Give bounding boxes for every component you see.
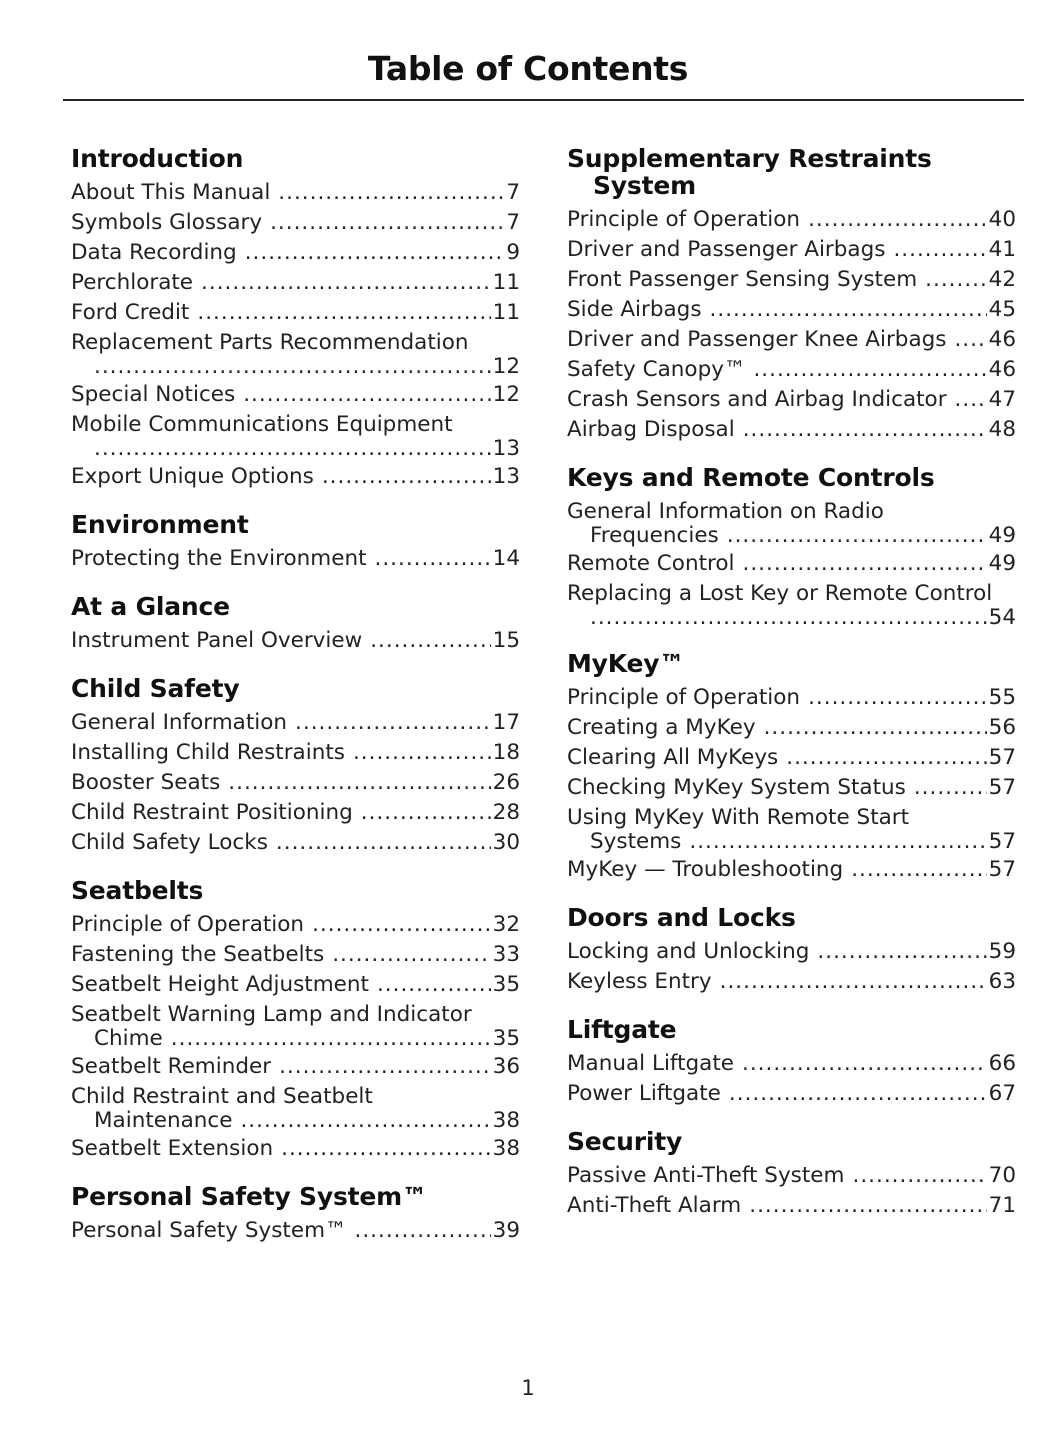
dot-leader <box>332 940 490 970</box>
toc-entry[interactable] <box>71 178 520 208</box>
entry-title: Symbols Glossary <box>71 210 263 235</box>
dot-leader <box>753 355 986 385</box>
entry-title: Special Notices <box>71 382 236 407</box>
toc-entry[interactable] <box>567 937 1016 967</box>
section-heading-text: Child Safety <box>71 674 240 703</box>
dot-leader <box>727 523 987 549</box>
entry-page-number: 11 <box>492 300 520 325</box>
dot-leader <box>370 626 490 656</box>
dot-leader <box>729 1079 987 1109</box>
toc-entry[interactable] <box>567 713 1016 743</box>
dot-leader <box>279 1052 491 1082</box>
dot-leader <box>742 1049 987 1079</box>
dot-leader <box>281 1134 491 1164</box>
toc-section-security <box>567 1128 1016 1221</box>
entry-page-number: 30 <box>492 830 520 855</box>
toc-entry[interactable] <box>71 828 520 858</box>
toc-section-liftgate <box>567 1016 1016 1109</box>
entry-page-number: 40 <box>988 207 1016 232</box>
dot-leader <box>278 178 504 208</box>
entry-page-number: 49 <box>988 551 1016 576</box>
section-heading-text: Keys and Remote Controls <box>567 463 935 492</box>
toc-section-child-safety <box>71 675 520 858</box>
entry-page-number: 32 <box>492 912 520 937</box>
entry-title: Keyless Entry <box>567 969 712 994</box>
toc-entry[interactable] <box>71 268 520 298</box>
entry-title: Principle of Operation <box>71 912 305 937</box>
toc-entry[interactable] <box>71 626 520 656</box>
entry-title: Locking and Unlocking <box>567 939 810 964</box>
toc-entry[interactable] <box>567 497 1016 549</box>
toc-section-keys-and-remote-controls <box>567 464 1016 631</box>
entry-page-number: 54 <box>988 605 1016 630</box>
section-heading-continuation: System <box>593 171 696 200</box>
dot-leader <box>355 1216 491 1246</box>
dot-leader <box>94 354 491 380</box>
section-heading-text: Security <box>567 1127 683 1156</box>
entry-title: About This Manual <box>71 180 271 205</box>
section-heading[interactable] <box>71 145 520 172</box>
dot-leader <box>171 1026 491 1052</box>
dot-leader <box>590 605 987 631</box>
dot-leader <box>312 910 491 940</box>
entry-page-number: 26 <box>492 770 520 795</box>
dot-leader <box>361 798 491 828</box>
entry-title: Booster Seats <box>71 770 221 795</box>
toc-entry[interactable] <box>71 410 520 462</box>
dot-leader <box>914 773 987 803</box>
toc-entry[interactable] <box>71 544 520 574</box>
entry-page-number: 56 <box>988 715 1016 740</box>
toc-entry[interactable] <box>567 355 1016 385</box>
entry-page-number: 38 <box>492 1108 520 1133</box>
dot-leader <box>749 1191 986 1221</box>
entry-page-number: 48 <box>988 417 1016 442</box>
entry-title: Principle of Operation <box>567 685 801 710</box>
toc-entry[interactable] <box>71 238 520 268</box>
entry-page-number: 35 <box>492 972 520 997</box>
toc-entry[interactable] <box>71 940 520 970</box>
page-number: 1 <box>521 1376 535 1400</box>
toc-left-column <box>71 145 520 1265</box>
dot-leader <box>322 462 491 492</box>
dot-leader <box>353 738 491 768</box>
section-heading-text: Introduction <box>71 144 244 173</box>
entry-title: Driver and Passenger Airbags <box>567 237 886 262</box>
dot-leader <box>295 708 491 738</box>
toc-entry[interactable] <box>567 235 1016 265</box>
entry-title: Manual Liftgate <box>567 1051 735 1076</box>
entry-page-number: 42 <box>988 267 1016 292</box>
section-heading[interactable] <box>567 145 1016 199</box>
entry-page-number: 66 <box>988 1051 1016 1076</box>
entry-title: Passive Anti-Theft System <box>567 1163 845 1188</box>
dot-leader <box>228 768 490 798</box>
entry-title: Anti-Theft Alarm <box>567 1193 742 1218</box>
entry-page-number: 13 <box>492 436 520 461</box>
entry-page-number: 46 <box>988 327 1016 352</box>
toc-entry[interactable] <box>71 208 520 238</box>
section-heading[interactable] <box>71 877 520 904</box>
entry-title: Front Passenger Sensing System <box>567 267 918 292</box>
dot-leader <box>270 208 504 238</box>
toc-section-doors-and-locks <box>567 904 1016 997</box>
entry-title: Child Restraint and Seatbelt <box>71 1084 373 1109</box>
toc-entry[interactable] <box>71 708 520 738</box>
entry-title: Remote Control <box>567 551 735 576</box>
entry-title: Safety Canopy™ <box>567 357 746 382</box>
entry-title: Mobile Communications Equipment <box>71 412 453 437</box>
toc-entry[interactable] <box>567 1049 1016 1079</box>
entry-page-number: 18 <box>492 740 520 765</box>
toc-section-at-a-glance <box>71 593 520 656</box>
toc-entry[interactable] <box>567 855 1016 885</box>
entry-title: Ford Credit <box>71 300 190 325</box>
section-heading[interactable] <box>71 593 520 620</box>
entry-page-number: 57 <box>988 857 1016 882</box>
entry-title: Seatbelt Height Adjustment <box>71 972 369 997</box>
toc-section-supplementary-restraints <box>567 145 1016 445</box>
entry-page-number: 36 <box>492 1054 520 1079</box>
entry-title: Replacement Parts Recommendation <box>71 330 469 355</box>
entry-page-number: 70 <box>988 1163 1016 1188</box>
entry-page-number: 9 <box>506 240 520 265</box>
entry-page-number: 59 <box>988 939 1016 964</box>
toc-entry[interactable] <box>567 1079 1016 1109</box>
dot-leader <box>245 238 505 268</box>
section-heading-text: Seatbelts <box>71 876 204 905</box>
entry-page-number: 14 <box>492 546 520 571</box>
toc-entry[interactable] <box>567 967 1016 997</box>
entry-title: Data Recording <box>71 240 237 265</box>
entry-title: Side Airbags <box>567 297 702 322</box>
toc-entry[interactable] <box>71 1000 520 1052</box>
toc-entry[interactable] <box>71 738 520 768</box>
entry-title: Crash Sensors and Airbag Indicator <box>567 387 947 412</box>
dot-leader <box>94 436 491 462</box>
entry-title: Seatbelt Extension <box>71 1136 274 1161</box>
toc-section-environment <box>71 511 520 574</box>
toc-entry[interactable] <box>567 265 1016 295</box>
entry-page-number: 57 <box>988 775 1016 800</box>
toc-entry[interactable] <box>71 328 520 380</box>
dot-leader <box>689 829 986 855</box>
section-heading[interactable] <box>71 675 520 702</box>
toc-entry[interactable] <box>71 970 520 1000</box>
entry-title: Seatbelt Reminder <box>71 1054 272 1079</box>
dot-leader <box>240 1108 490 1134</box>
toc-entry[interactable] <box>567 1191 1016 1221</box>
entry-title-continuation: Chime <box>94 1026 163 1051</box>
toc-entry[interactable] <box>567 549 1016 579</box>
toc-entry[interactable] <box>567 415 1016 445</box>
dot-leader <box>276 828 491 858</box>
toc-entry[interactable] <box>567 803 1016 855</box>
entry-page-number: 35 <box>492 1026 520 1051</box>
section-heading-text: Supplementary Restraints <box>567 144 932 173</box>
section-heading[interactable] <box>567 904 1016 931</box>
entry-page-number: 11 <box>492 270 520 295</box>
dot-leader <box>243 380 490 410</box>
dot-leader <box>955 385 987 415</box>
entry-title: Child Safety Locks <box>71 830 268 855</box>
entry-page-number: 12 <box>492 382 520 407</box>
entry-page-number: 41 <box>988 237 1016 262</box>
entry-title: Clearing All MyKeys <box>567 745 779 770</box>
entry-page-number: 67 <box>988 1081 1016 1106</box>
entry-title: Using MyKey With Remote Start <box>567 805 910 830</box>
entry-title: Creating a MyKey <box>567 715 756 740</box>
dot-leader <box>786 743 986 773</box>
toc-entry[interactable] <box>71 1082 520 1134</box>
entry-page-number: 15 <box>492 628 520 653</box>
dot-leader <box>817 937 986 967</box>
section-heading[interactable] <box>71 1183 520 1210</box>
entry-page-number: 57 <box>988 829 1016 854</box>
section-heading-text: Environment <box>71 510 249 539</box>
toc-section-seatbelts <box>71 877 520 1164</box>
toc-entry[interactable] <box>567 205 1016 235</box>
section-heading[interactable] <box>71 511 520 538</box>
dot-leader <box>743 549 987 579</box>
toc-entry[interactable] <box>71 462 520 492</box>
entry-page-number: 17 <box>492 710 520 735</box>
toc-section-introduction <box>71 145 520 492</box>
entry-title-continuation: Maintenance <box>94 1108 233 1133</box>
entry-title-continuation: Frequencies <box>590 523 719 548</box>
entry-title: Personal Safety System™ <box>71 1218 347 1243</box>
dot-leader <box>852 1161 986 1191</box>
section-heading[interactable] <box>567 650 1016 677</box>
entry-title: Power Liftgate <box>567 1081 721 1106</box>
entry-page-number: 28 <box>492 800 520 825</box>
entry-page-number: 55 <box>988 685 1016 710</box>
entry-page-number: 12 <box>492 354 520 379</box>
dot-leader <box>851 855 986 885</box>
dot-leader <box>808 683 987 713</box>
entry-title: General Information on Radio <box>567 499 884 524</box>
dot-leader <box>764 713 987 743</box>
entry-page-number: 7 <box>506 180 520 205</box>
toc-entry[interactable] <box>567 773 1016 803</box>
entry-title: Perchlorate <box>71 270 194 295</box>
entry-title: Installing Child Restraints <box>71 740 345 765</box>
toc-right-column <box>567 145 1016 1240</box>
entry-page-number: 38 <box>492 1136 520 1161</box>
section-heading-text: Doors and Locks <box>567 903 796 932</box>
section-heading-text: At a Glance <box>71 592 230 621</box>
toc-section-mykey <box>567 650 1016 885</box>
entry-title: Replacing a Lost Key or Remote Control <box>567 581 993 606</box>
entry-page-number: 13 <box>492 464 520 489</box>
dot-leader <box>720 967 987 997</box>
section-heading-text: Personal Safety System™ <box>71 1182 427 1211</box>
dot-leader <box>201 268 491 298</box>
toc-entry[interactable] <box>71 1052 520 1082</box>
section-heading[interactable] <box>567 464 1016 491</box>
entry-page-number: 49 <box>988 523 1016 548</box>
section-heading[interactable] <box>567 1016 1016 1043</box>
toc-entry[interactable] <box>71 798 520 828</box>
entry-title: Export Unique Options <box>71 464 314 489</box>
toc-entry[interactable] <box>567 579 1016 631</box>
entry-page-number: 7 <box>506 210 520 235</box>
section-heading-text: MyKey™ <box>567 649 685 678</box>
entry-title: Airbag Disposal <box>567 417 735 442</box>
entry-title: General Information <box>71 710 288 735</box>
toc-entry[interactable] <box>71 768 520 798</box>
toc-entry[interactable] <box>567 683 1016 713</box>
entry-title: Seatbelt Warning Lamp and Indicator <box>71 1002 472 1027</box>
toc-entry[interactable] <box>567 325 1016 355</box>
entry-title: Checking MyKey System Status <box>567 775 906 800</box>
entry-title: Fastening the Seatbelts <box>71 942 325 967</box>
toc-entry[interactable] <box>567 385 1016 415</box>
entry-title: Principle of Operation <box>567 207 801 232</box>
entry-title: Protecting the Environment <box>71 546 367 571</box>
title-divider <box>63 99 1024 101</box>
entry-page-number: 47 <box>988 387 1016 412</box>
dot-leader <box>197 298 490 328</box>
entry-page-number: 39 <box>492 1218 520 1243</box>
toc-entry[interactable] <box>567 295 1016 325</box>
entry-page-number: 63 <box>988 969 1016 994</box>
toc-entry[interactable] <box>71 1216 520 1246</box>
section-heading-text: Liftgate <box>567 1015 677 1044</box>
dot-leader <box>808 205 987 235</box>
entry-title: Child Restraint Positioning <box>71 800 353 825</box>
entry-page-number: 45 <box>988 297 1016 322</box>
dot-leader <box>893 235 986 265</box>
dot-leader <box>375 544 491 574</box>
dot-leader <box>954 325 986 355</box>
entry-title: Instrument Panel Overview <box>71 628 363 653</box>
toc-entry[interactable] <box>567 1161 1016 1191</box>
dot-leader <box>743 415 987 445</box>
toc-entry[interactable] <box>71 910 520 940</box>
entry-title-continuation: Systems <box>590 829 682 854</box>
toc-section-personal-safety-system <box>71 1183 520 1246</box>
section-heading[interactable] <box>567 1128 1016 1155</box>
dot-leader <box>710 295 987 325</box>
toc-entry[interactable] <box>567 743 1016 773</box>
entry-title: Driver and Passenger Knee Airbags <box>567 327 947 352</box>
dot-leader <box>925 265 986 295</box>
entry-page-number: 71 <box>988 1193 1016 1218</box>
dot-leader <box>377 970 491 1000</box>
entry-title: MyKey — Troubleshooting <box>567 857 844 882</box>
toc-entry[interactable] <box>71 1134 520 1164</box>
toc-entry[interactable] <box>71 298 520 328</box>
entry-page-number: 46 <box>988 357 1016 382</box>
entry-page-number: 33 <box>492 942 520 967</box>
toc-entry[interactable] <box>71 380 520 410</box>
entry-page-number: 57 <box>988 745 1016 770</box>
page-title: Table of Contents <box>367 49 689 88</box>
